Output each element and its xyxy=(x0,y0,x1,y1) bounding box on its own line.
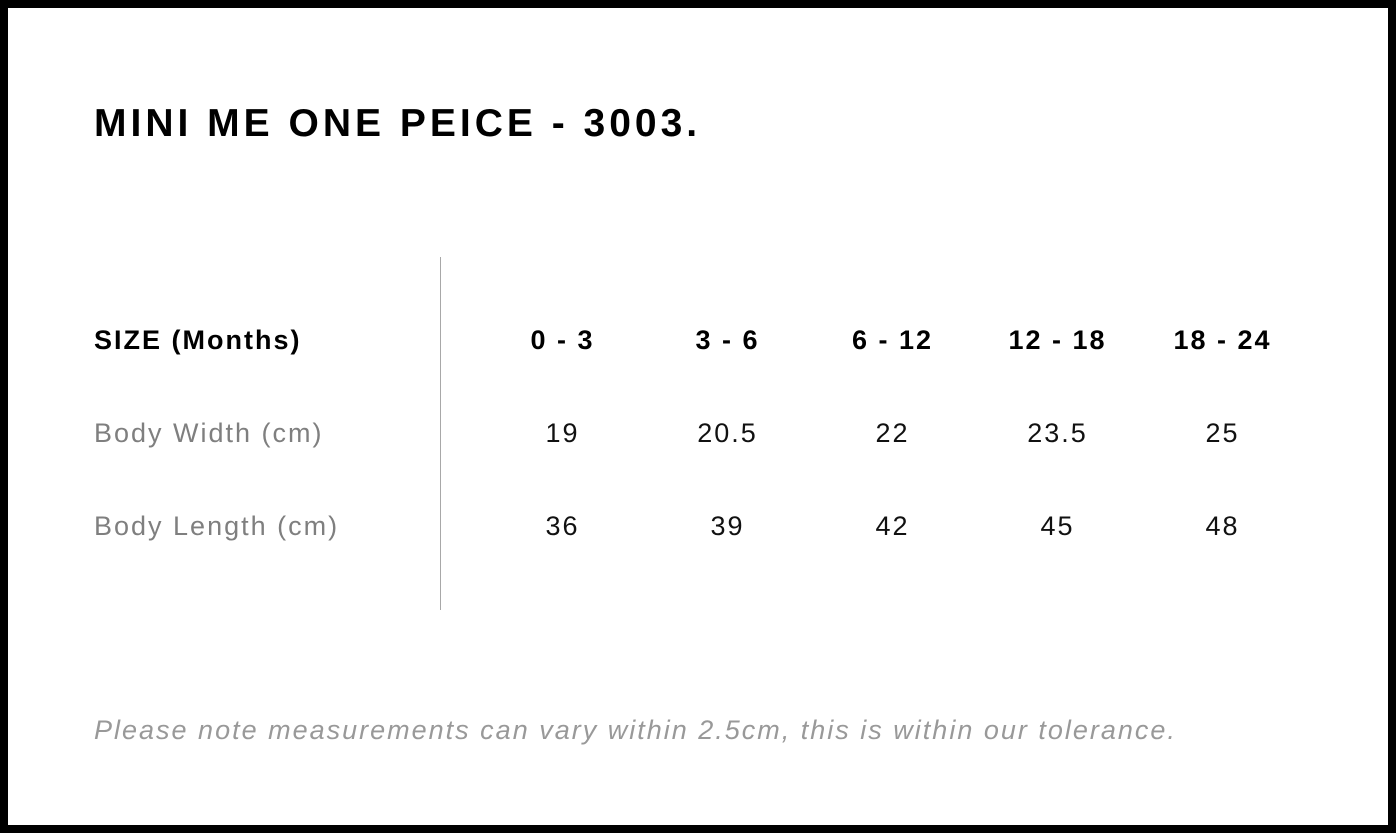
body-length-value: 45 xyxy=(1040,511,1075,541)
column-divider-line xyxy=(440,257,441,610)
column-header-3-6: 3 - 6 xyxy=(695,325,760,355)
body-width-values xyxy=(440,418,1305,449)
column-header-18-24: 18 - 24 xyxy=(1173,325,1272,355)
header-columns xyxy=(440,325,1305,356)
page-title: MINI ME ONE PEICE - 3003. xyxy=(94,102,702,145)
table-header-row xyxy=(94,294,1305,387)
body-length-values xyxy=(440,511,1305,542)
body-width-value: 22 xyxy=(875,418,910,448)
body-width-value: 23.5 xyxy=(1027,418,1088,448)
body-length-value: 42 xyxy=(875,511,910,541)
body-length-value: 39 xyxy=(710,511,745,541)
table-row-body-width xyxy=(94,387,1305,480)
row-label-body-length: Body Length (cm) xyxy=(94,511,340,541)
size-chart-table xyxy=(94,257,1305,610)
body-width-value: 19 xyxy=(545,418,580,448)
body-width-value: 25 xyxy=(1205,418,1240,448)
column-header-0-3: 0 - 3 xyxy=(530,325,595,355)
body-width-value: 20.5 xyxy=(697,418,758,448)
body-length-value: 48 xyxy=(1205,511,1240,541)
size-header-label: SIZE (Months) xyxy=(94,325,302,355)
table-row-body-length xyxy=(94,480,1305,573)
row-label-body-width: Body Width (cm) xyxy=(94,418,324,448)
column-header-12-18: 12 - 18 xyxy=(1008,325,1107,355)
tolerance-note: Please note measurements can vary within 2.5cm, this is within our tolerance. xyxy=(94,715,1177,745)
column-header-6-12: 6 - 12 xyxy=(851,325,934,355)
body-length-value: 36 xyxy=(545,511,580,541)
